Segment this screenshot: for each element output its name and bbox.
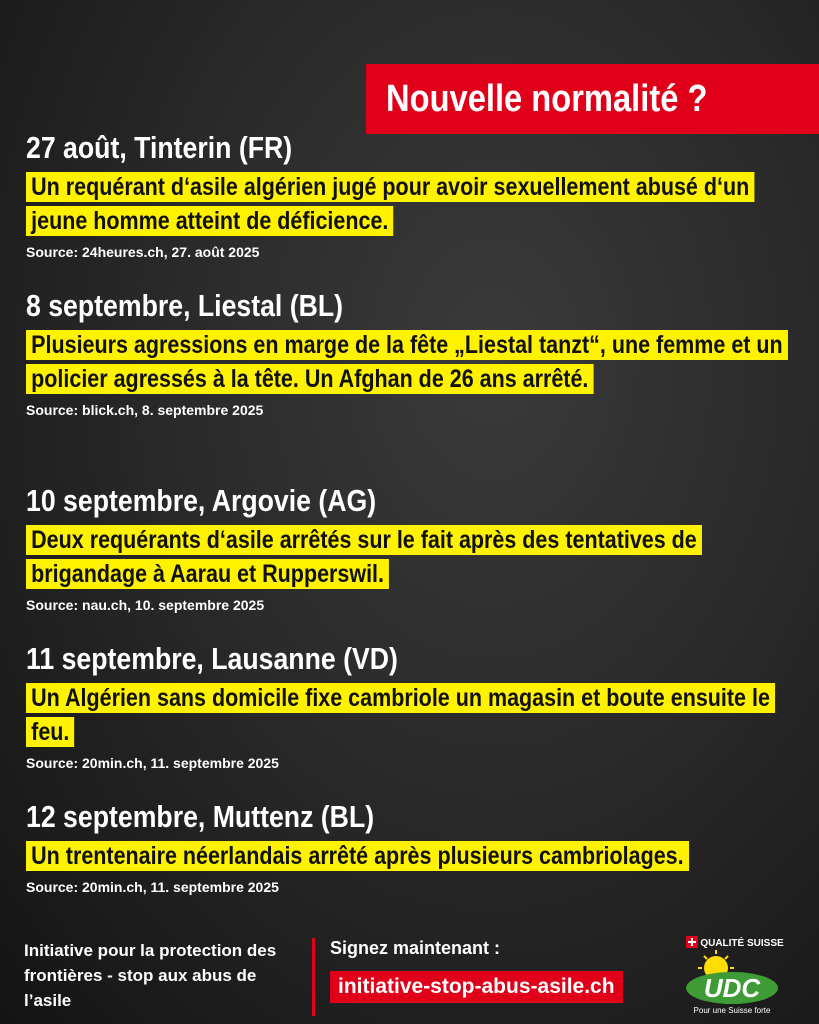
incident-heading: 11 septembre, Lausanne (VD) xyxy=(26,641,398,676)
incident-description: Un requérant d‘asile algérien jugé pour avoir sexuellement abusé d‘un jeune homme atteint de déficience. xyxy=(26,170,800,238)
page-title-badge xyxy=(366,64,819,134)
incident-heading: 8 septembre, Liestal (BL) xyxy=(26,288,344,323)
incident-item xyxy=(26,799,806,895)
udc-logo xyxy=(672,930,792,1015)
incident-source: Source: 20min.ch, 11. septembre 2025 xyxy=(26,879,279,895)
swiss-flag-icon xyxy=(686,936,698,948)
page-title: Nouvelle normalité ? xyxy=(386,77,708,120)
incident-item xyxy=(26,641,806,771)
incident-source: Source: 20min.ch, 11. septembre 2025 xyxy=(26,755,279,771)
incident-description: Deux requérants d‘asile arrêtés sur le fait après des tentatives de brigandage à Aarau et Rupperswil. xyxy=(26,523,800,591)
logo-name: UDC xyxy=(703,973,761,1003)
incident-source: Source: nau.ch, 10. septembre 2025 xyxy=(26,597,265,613)
incident-item xyxy=(26,483,806,613)
incident-heading: 10 septembre, Argovie (AG) xyxy=(26,483,377,518)
sign-section xyxy=(330,938,623,1003)
incident-description: Un Algérien sans domicile fixe cambriole un magasin et boute ensuite le feu. xyxy=(26,681,800,749)
incident-description: Plusieurs agressions en marge de la fête „Liestal tanzt“, une femme et un policier agressés à la tête. Un Afghan de 26 ans arrêté. xyxy=(26,328,800,396)
logo-tagline: Pour une Suisse forte xyxy=(693,1006,771,1015)
incident-source: Source: 24heures.ch, 27. août 2025 xyxy=(26,244,260,260)
incident-item xyxy=(26,130,806,260)
incident-heading: 27 août, Tinterin (FR) xyxy=(26,130,293,165)
initiative-text: Initiative pour la protection des frontières - stop aux abus de l’asile xyxy=(24,941,277,1010)
incident-description: Un trentenaire néerlandais arrêté après plusieurs cambriolages. xyxy=(26,839,800,873)
sign-label: Signez maintenant : xyxy=(330,938,501,958)
incident-item xyxy=(26,288,806,418)
incident-heading: 12 septembre, Muttenz (BL) xyxy=(26,799,375,834)
incident-source: Source: blick.ch, 8. septembre 2025 xyxy=(26,402,264,418)
initiative-url-link[interactable]: initiative-stop-abus-asile.ch xyxy=(330,971,623,1003)
logo-badge-text: QUALITÉ SUISSE xyxy=(700,938,784,949)
footer-divider xyxy=(312,938,315,1016)
